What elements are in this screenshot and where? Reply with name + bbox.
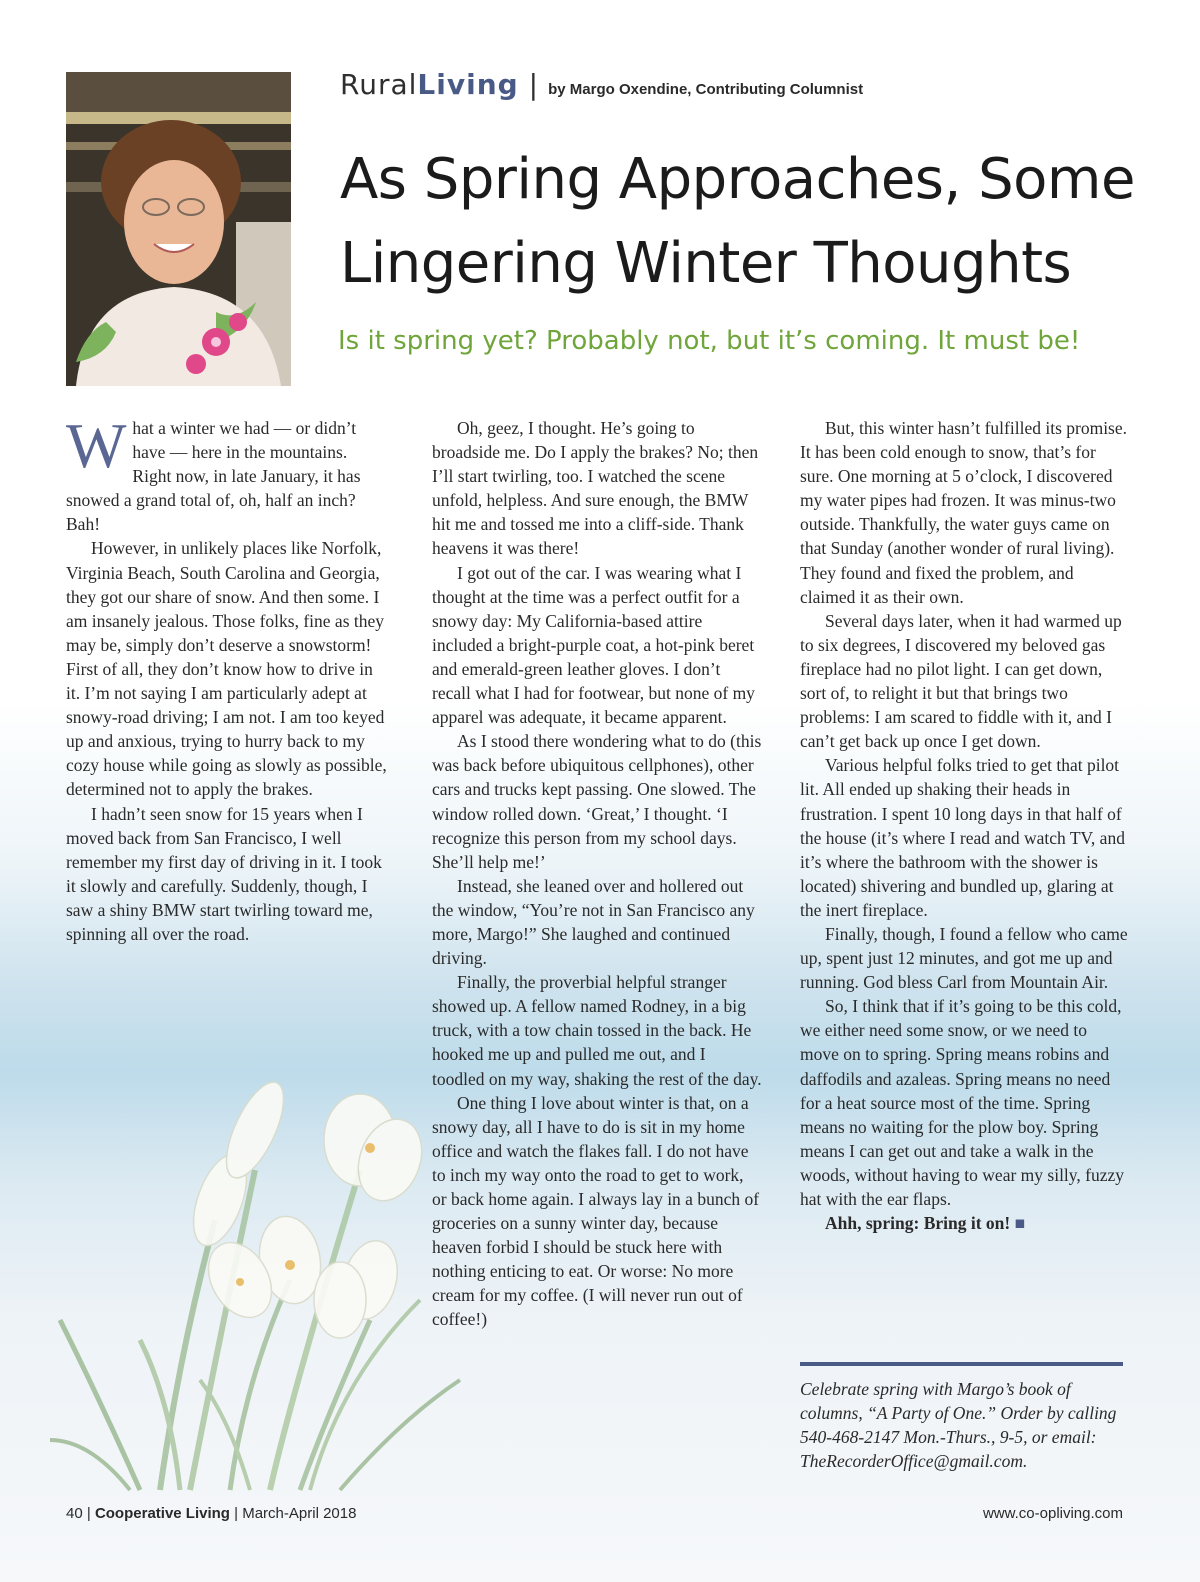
paragraph: Instead, she leaned over and hollered out the window, “You’re not in San Francisco any more, Margo!” She laughed and continued driving. — [432, 875, 755, 969]
paragraph: Several days later, when it had warmed up to six degrees, I discovered my beloved gas fireplace had no pilot light. I can get down, sort of, to relight it but that brings two problems: I am scared to fiddle with it, and I can’t get back up once I get down. — [800, 610, 1122, 752]
website-url: www.co-opliving.com — [982, 1505, 1123, 1522]
closing-line — [800, 1211, 1130, 1235]
section-name-rural: Rural — [340, 68, 418, 101]
paragraph: One thing I love about winter is that, on a snowy day, all I have to do is sit in my home office and watch the flakes fall. I do not have to inch my way onto the road to get to work, or back home again. I always lay in a bunch of groceries on a sunny winter day, because heaven forbid I should be stuck here with nothing enticing to eat. Or worse: No more cream for my coffee. (I will never run out of coffee!) — [432, 1092, 760, 1330]
crocus-flowers-illustration — [40, 1020, 480, 1500]
paragraph: As I stood there wondering what to do (this was back before ubiquitous cellphones), other cars and trucks kept passing. One slowed. The window rolled down. ‘Great,’ I thought. ‘I recognize this person from my school days. She’ll help me!’ — [432, 731, 762, 872]
end-mark-icon: ■ — [1014, 1213, 1026, 1234]
headline: As Spring Approaches, Some Lingering Winter Thoughts — [340, 147, 1135, 296]
article-column-2 — [432, 416, 762, 1332]
byline: by Margo Oxendine, Contributing Columnist — [548, 81, 864, 98]
footer-separator: | — [86, 1505, 91, 1522]
book-promo: Celebrate spring with Margo’s book of columns, “A Party of One.” Order by calling 540-468-2147 Mon.-Thurs., 9-5, or email: TheRecorderOffice@gmail.com. — [800, 1379, 1117, 1472]
publication-name: Cooperative Living — [94, 1505, 230, 1522]
closing-text: Ahh, spring: Bring it on! — [825, 1213, 1011, 1234]
paragraph: I got out of the car. I was wearing what I thought at the time was a perfect outfit for a snowy day: My California-based attire included a bright-purple coat, a hot-pink beret and emerald-green leather gloves. I don’t recall what I had for footwear, but none of my apparel was adequate, it became apparent. — [432, 562, 755, 728]
section-label — [340, 68, 863, 104]
paragraph-text: hat a winter we had — or didn’t have — here in the mountains. Right now, in late January, it has snowed a grand total of, oh, half an inch? Bah! — [66, 418, 361, 535]
paragraph: Finally, though, I found a fellow who came up, spent just 12 minutes, and got me up and running. God bless Carl from Mountain Air. — [800, 923, 1128, 993]
paragraph: I hadn’t seen snow for 15 years when I moved back from San Francisco, I well remember my first day of driving in it. I took it slowly and carefully. Suddenly, though, I saw a shiny BMW start twirling toward me, spinning all over the road. — [66, 803, 382, 944]
page-number: 40 — [66, 1505, 83, 1522]
paragraph: But, this winter hasn’t fulfilled its promise. It has been cold enough to snow, that’s for sure. One morning at 5 o’clock, I discovered my water pipes had frozen. It was minus-two outside. Thankfully, the water guys came on that Sunday (another wonder of rural living). They found and fixed the problem, and claimed it as their own. — [800, 418, 1128, 607]
author-photo — [66, 72, 291, 386]
promo-divider — [800, 1362, 1123, 1366]
paragraph: So, I think that if it’s going to be this cold, we either need some snow, or we need to move on to spring. Spring means robins and daffodils and azaleas. Spring means no need for a heat source most of the time. Spring means no waiting for the plow boy. Spring means I can get out and take a walk in the woods, without having to wear my silly, fuzzy hat with the ear flaps. — [800, 996, 1125, 1209]
issue-date: March-April 2018 — [242, 1505, 357, 1522]
section-name-living: Living — [417, 68, 519, 101]
page-footer — [66, 1505, 356, 1522]
article-column-3 — [800, 416, 1130, 1235]
paragraph: Various helpful folks tried to get that pilot lit. All ended up shaking their heads in frustration. I spent 10 long days in that half of the house (it’s where I read and watch TV, and it’s where the bathroom with the shower is located) shivering and bundled up, glaring at the inert fireplace. — [800, 755, 1125, 920]
paragraph — [66, 410, 388, 536]
paragraph: Oh, geez, I thought. He’s going to broadside me. Do I apply the brakes? No; then I’ll start twirling, too. I watched the scene unfold, helpless. And sure enough, the BMW hit me and tossed me into a cliff-side. Thank heavens it was there! — [432, 418, 759, 559]
section-separator: | — [528, 68, 539, 101]
footer-separator: | — [234, 1505, 239, 1522]
deck-subtitle: Is it spring yet? Probably not, but it’s coming. It must be! — [338, 326, 1081, 356]
drop-cap: W — [66, 410, 127, 481]
paragraph: Finally, the proverbial helpful stranger showed up. A fellow named Rodney, in a big truck, with a tow chain tossed in the back. He hooked me up and pulled me out, and I toodled on my way, shaking the rest of the day. — [432, 972, 762, 1089]
paragraph: However, in unlikely places like Norfolk, Virginia Beach, South Carolina and Georgia, they got our share of snow. And then some. I am insanely jealous. Those folks, fine as they may be, simply don’t deserve a snowstorm! First of all, they don’t know how to drive in it. I’m not saying I am particularly adept at snowy-road driving; I am not. I am too keyed up and anxious, trying to hurry back to my cozy house while going as slowly as possible, determined not to apply the brakes. — [66, 538, 387, 800]
article-column-1 — [66, 410, 388, 946]
